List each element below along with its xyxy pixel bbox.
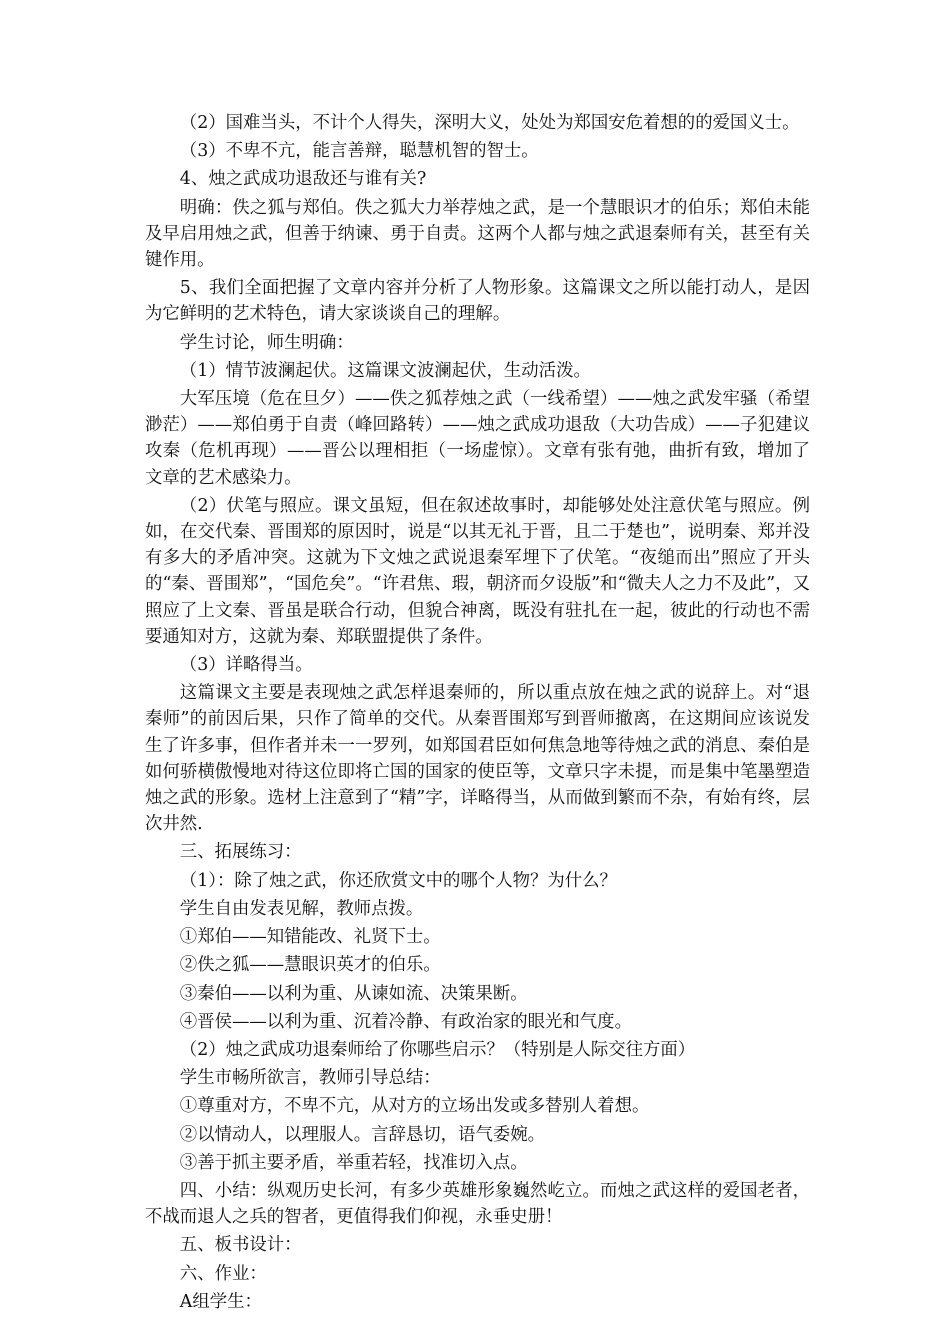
section-heading-board-design: 五、板书设计： (179, 1235, 302, 1256)
paragraph-plot-sequence: 大军压境（危在旦夕）——佚之狐荐烛之武（一线希望）——烛之武发牢骚（希望渺茫）——郑伯勇于自责（峰回路转）——烛之武成功退敌（大功告成）——子犯建议攻秦（危机再现）——晋公以理相拒（一场虚惊）。文章有张有弛，曲折有致，增加了文章的艺术感染力。 (145, 389, 810, 488)
paragraph-group-a: A组学生： (179, 1291, 262, 1312)
section-heading-homework: 六、作业： (179, 1263, 267, 1284)
paragraph-student-views: 学生自由发表见解，教师点拨。 (179, 898, 424, 919)
paragraph-discussion-intro: 学生讨论，师生明确： (179, 332, 354, 353)
paragraph-patriot: （2）国难当头，不计个人得失，深明大义，处处为郑国安危着想的的爱国义士。 (179, 113, 800, 133)
paragraph-foreshadowing: （2）伏笔与照应。课文虽短，但在叙述故事时，却能够处处注意伏笔与照应。例如，在交代秦、晋围郑的原因时，说是“以其无礼于晋，且二于楚也”，说明秦、郑并没有多大的矛盾冲突。这就为下文烛之武说退秦军埋下了伏笔。“夜缒而出”照应了开头的“秦、晋围郑”，“国危矣”。“许君焦、瑕，朝济而夕设版”和“微夫人之力不及此”，又照应了上文秦、晋虽是联合行动，但貌合神离，既没有驻扎在一起，彼此的行动也不需要通知对方，这就为秦、郑联盟提供了条件。 (145, 495, 810, 647)
list-item-yi-zhi-hu: ②佚之狐——慧眼识英才的伯乐。 (179, 955, 441, 976)
paragraph-detail-heading: （3）详略得当。 (179, 655, 313, 676)
paragraph-detail-body: 这篇课文主要是表现烛之武怎样退秦师的，所以重点放在烛之武的说辞上。对“退秦师”的前因后果，只作了简单的交代。从秦晋围郑写到晋师撤离，在这期间应该说发生了许多事，但作者并未一一罗列，如郑国君臣如何焦急地等待烛之武的消息、秦伯是如何骄横傲慢地对待这位即将亡国的国家的使臣等，文章只字未提，而是集中笔墨塑造烛之武的形象。选材上注意到了“精”字，详略得当，从而做到繁而不杂，有始有终，层次井然. (145, 683, 810, 835)
paragraph-wise-speaker: （3）不卑不亢，能言善辩，聪慧机智的智士。 (179, 141, 539, 162)
paragraph-question-4: 4、烛之武成功退敌还与谁有关? (179, 169, 427, 190)
section-heading-extension: 三、拓展练习： (179, 842, 302, 863)
paragraph-teacher-summary: 学生市畅所欲言，教师引导总结： (179, 1068, 441, 1089)
document-body (145, 110, 810, 1315)
paragraph-extension-question-2: （2）烛之武成功退秦师给了你哪些启示？（特别是人际交往方面） (179, 1039, 696, 1060)
list-item-jin-hou: ④晋侯——以利为重、沉着冷静、有政治家的眼光和气度。 (179, 1011, 632, 1032)
list-item-emotion-reason: ②以情动人，以理服人。言辞恳切，语气委婉。 (179, 1124, 546, 1145)
paragraph-question-5: 5、我们全面把握了文章内容并分析了人物形象。这篇课文之所以能打动人，是因为它鲜明的艺术特色，请大家谈谈自己的理解。 (145, 278, 810, 325)
paragraph-extension-question-1: （1）：除了烛之武，你还欣赏文中的哪个人物？为什么？ (179, 870, 617, 891)
list-item-qin-bo: ③秦伯——以利为重、从谏如流、决策果断。 (179, 983, 528, 1004)
list-item-respect: ①尊重对方，不卑不亢，从对方的立场出发或多替别人着想。 (179, 1096, 650, 1117)
paragraph-answer-4: 明确：佚之狐与郑伯。佚之狐大力举荐烛之武，是一个慧眼识才的伯乐；郑伯未能及早启用烛之武，但善于纳谏、勇于自责。这两个人都与烛之武退秦师有关，甚至有关键作用。 (145, 197, 810, 271)
paragraph-plot-heading: （1）情节波澜起伏。这篇课文波澜起伏，生动活泼。 (179, 360, 591, 381)
list-item-zheng-bo: ①郑伯——知错能改、礼贤下士。 (179, 927, 441, 948)
list-item-main-contradiction: ③善于抓主要矛盾，举重若轻，找准切入点。 (179, 1152, 528, 1173)
section-heading-summary: 四、小结：纵观历史长河，有多少英雄形象巍然屹立。而烛之武这样的爱国老者，不战而退人之兵的智者，更值得我们仰视，永垂史册！ (145, 1180, 810, 1228)
